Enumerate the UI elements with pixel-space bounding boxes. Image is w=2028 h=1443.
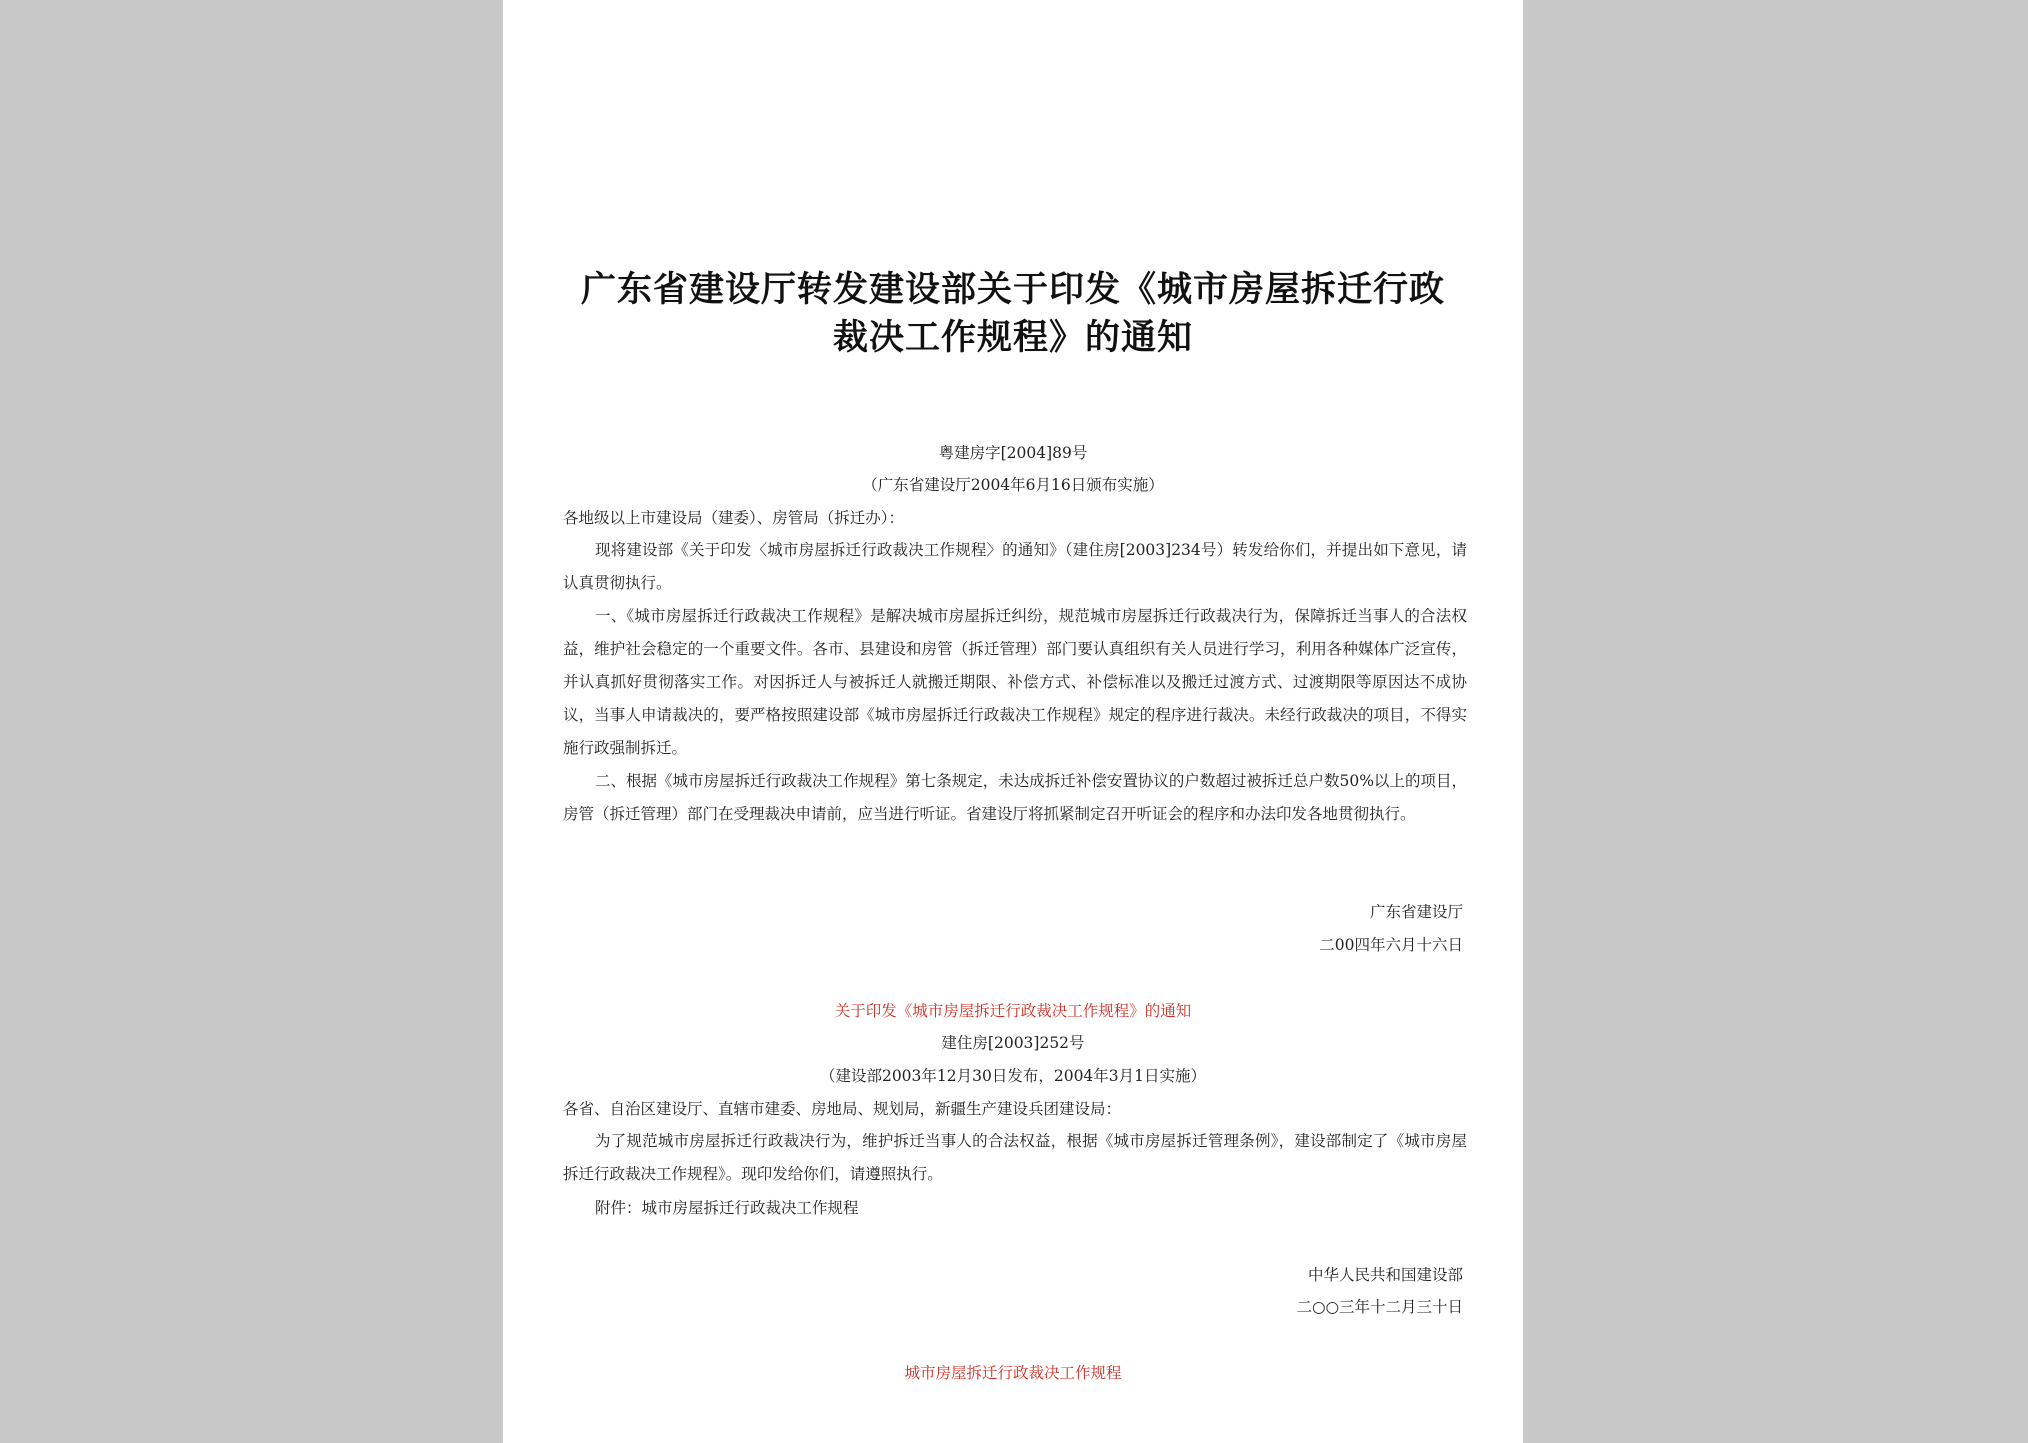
attached-notice-paragraph: 为了规范城市房屋拆迁行政裁决行为，维护拆迁当事人的合法权益，根据《城市房屋拆迁管理条例》，建设部制定了《城市房屋拆迁行政裁决工作规程》。现印发给你们，请遵照执行。 (563, 1132, 1467, 1183)
signer: 广东省建设厅 (1369, 903, 1463, 921)
attached-notice-issue-info: （建设部2003年12月30日发布，2004年3月1日实施） (819, 1067, 1207, 1085)
sign-date: 二00四年六月十六日 (1319, 936, 1463, 954)
salutation: 各地级以上市建设局（建委）、房管局（拆迁办）： (563, 509, 905, 527)
paragraph-3: 二、根据《城市房屋拆迁行政裁决工作规程》第七条规定，未达成拆迁补偿安置协议的户数超过被拆迁总户数50%以上的项目，房管（拆迁管理）部门在受理裁决申请前，应当进行听证。省建设厅将抓紧制定召开听证会的程序和办法印发各地贯彻执行。 (563, 772, 1467, 823)
attached-notice-heading: 关于印发《城市房屋拆迁行政裁决工作规程》的通知 (834, 1002, 1192, 1020)
attachment-line: 附件：城市房屋拆迁行政裁决工作规程 (595, 1199, 859, 1217)
attached-notice-number: 建住房[2003]252号 (941, 1034, 1085, 1052)
document-title-line-2: 裁决工作规程》的通知 (832, 317, 1193, 358)
issue-info: （广东省建设厅2004年6月16日颁布实施） (862, 476, 1164, 494)
attached-notice-sign-date: 二○○三年十二月三十日 (1296, 1298, 1463, 1316)
paragraph-2: 一、《城市房屋拆迁行政裁决工作规程》是解决城市房屋拆迁纠纷，规范城市房屋拆迁行政裁决行为，保障拆迁当事人的合法权益，维护社会稳定的一个重要文件。各市、县建设和房管（拆迁管理）部门要认真组织有关人员进行学习，利用各种媒体广泛宣传，并认真抓好贯彻落实工作。对因拆迁人与被拆迁人就搬迁期限、补偿方式、补偿标准以及搬迁过渡方式、过渡期限等原因达不成协议，当事人申请裁决的，要严格按照建设部《城市房屋拆迁行政裁决工作规程》规定的程序进行裁决。未经行政裁决的项目，不得实施行政强制拆迁。 (563, 607, 1467, 757)
document-page (503, 0, 1523, 1443)
document-number: 粤建房字[2004]89号 (938, 444, 1088, 462)
attached-notice-signer: 中华人民共和国建设部 (1307, 1266, 1463, 1284)
paragraph-1: 现将建设部《关于印发〈城市房屋拆迁行政裁决工作规程〉的通知》（建住房[2003]234号）转发给你们，并提出如下意见，请认真贯彻执行。 (563, 541, 1467, 592)
attached-notice-salutation: 各省、自治区建设厅、直辖市建委、房地局、规划局，新疆生产建设兵团建设局： (563, 1100, 1122, 1118)
document-title-line-1: 广东省建设厅转发建设部关于印发《城市房屋拆迁行政 (580, 269, 1445, 310)
regulation-heading: 城市房屋拆迁行政裁决工作规程 (904, 1364, 1122, 1382)
